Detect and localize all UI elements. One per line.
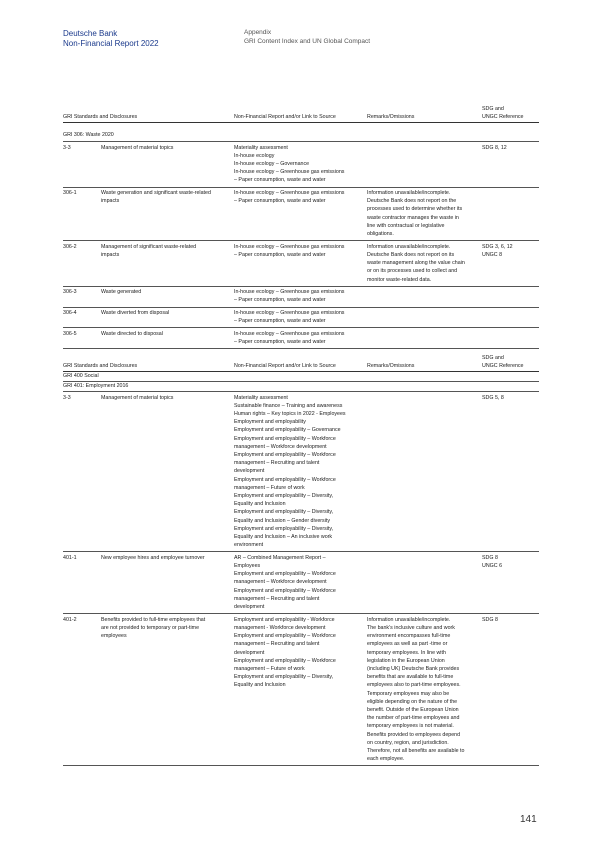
source-cell: In-house ecology – Greenhouse gas emissions – Paper consumption, waste and water xyxy=(234,310,345,325)
group-title: GRI 400 Social xyxy=(63,373,99,379)
disclosure-code: 306-5 xyxy=(63,330,77,337)
col-remarks: Remarks/Omissions xyxy=(367,113,415,120)
disclosure-code: 401-1 xyxy=(63,554,77,561)
remarks-cell: Information unavailable/incomplete. Deutsche Bank does not report on the processes used to determine whether its waste contractor manages the waste in line with contractual or legislative obligations. xyxy=(367,190,463,238)
remarks-cell: Information unavailable/incomplete. The bank’s inclusive culture and work environment encompasses full-time employees as well as part -time or temporary employees. In line with legislation in the European Union (including UK) Deutsche Bank provides benefits that are available to full-time employees also to part-time employees. Temporary employees may also be eligible depending on the nature of the benefit. Outside of the European Union the number of part-time employees and temporary employees is not material. Benefits provided to employees depend on country, region, and jurisdiction. Therefore, not all benefits are available to each employee. xyxy=(367,616,465,763)
section-row xyxy=(63,131,539,142)
gri-table-employment xyxy=(63,353,539,766)
source-cell: Materiality assessment Sustainable finance – Training and awareness Human rights – Key topics in 2022 - Employees Employment and employability Employment and employability – Governance Employment and employability – Workforce management – Workforce development Employment and employability – Workforce management – Recruiting and talent development Employment and employability – Workforce management – Future of work Employment and employability – Diversity, Equality and Inclusion Employment and employability – Diversity, Equality and Inclusion – Gender diversity Employment and employability – Diversity, Equality and Inclusion – An inclusive work environment xyxy=(234,394,346,549)
disclosure-title: New employee hires and employee turnover xyxy=(101,554,205,561)
source-cell: Materiality assessment In-house ecology In-house ecology – Governance In-house ecology – Greenhouse gas emissions – Paper consumption, waste and water xyxy=(234,144,345,184)
disclosure-title: Management of significant waste-related impacts xyxy=(101,243,197,258)
gri-table-waste xyxy=(63,104,539,349)
table-row xyxy=(63,554,539,614)
disclosure-title: Benefits provided to full-time employees that are not provided to temporary or part-time employees xyxy=(101,616,206,640)
page-number: 141 xyxy=(520,814,537,825)
report-header xyxy=(63,29,159,49)
table-row xyxy=(63,144,539,188)
col-sdg: SDG and UNGC Reference xyxy=(482,105,524,120)
group-row xyxy=(63,372,539,382)
table-header-row xyxy=(63,353,539,372)
disclosure-code: 306-4 xyxy=(63,310,77,317)
section-title: GRI 306: Waste 2020 xyxy=(63,132,114,138)
table-row xyxy=(63,189,539,241)
disclosure-code: 401-2 xyxy=(63,616,77,623)
disclosure-title: Waste generation and significant waste-related impacts xyxy=(101,190,211,205)
subsection-name: GRI Content Index and UN Global Compact xyxy=(244,37,371,45)
sdg-cell: SDG 8, 12 xyxy=(482,144,507,151)
section-name: Appendix xyxy=(244,29,272,36)
disclosure-title: Management of material topics xyxy=(101,394,174,401)
table-row xyxy=(63,288,539,307)
disclosure-code: 306-3 xyxy=(63,289,77,296)
report-title: Non-Financial Report 2022 xyxy=(63,39,159,48)
source-cell: In-house ecology – Greenhouse gas emissions – Paper consumption, waste and water xyxy=(234,330,345,346)
col-standards: GRI Standards and Disclosures xyxy=(63,362,138,369)
table-header-row xyxy=(63,104,539,123)
table-row xyxy=(63,394,539,553)
section-title: GRI 401: Employment 2016 xyxy=(63,383,129,389)
table-row xyxy=(63,243,539,287)
section-row xyxy=(63,382,539,392)
source-cell: Employment and employability - Workforce management - Workforce development Employment and employability – Workforce management – Recruiting and talent development Employment and employability – Workforce management – Future of work Employment and employability – Diversity, Equality and Inclusion xyxy=(234,616,336,689)
source-cell: In-house ecology – Greenhouse gas emissions – Paper consumption, waste and water xyxy=(234,243,345,258)
col-source: Non-Financial Report and/or Link to Source xyxy=(234,362,336,369)
table-row xyxy=(63,309,539,328)
disclosure-title: Management of material topics xyxy=(101,144,174,151)
disclosure-code: 3-3 xyxy=(63,394,71,401)
disclosure-title: Waste directed to disposal xyxy=(101,330,163,337)
disclosure-title: Waste diverted from disposal xyxy=(101,310,170,317)
col-source: Non-Financial Report and/or Link to Source xyxy=(234,113,336,120)
section-header xyxy=(244,29,370,46)
table-row xyxy=(63,616,539,767)
col-sdg: SDG and UNGC Reference xyxy=(482,354,524,369)
source-cell: AR – Combined Management Report – Employees Employment and employability – Workforce management – Workforce development Employment and employability – Workforce management – Recruiting and talent development xyxy=(234,554,336,611)
col-standards: GRI Standards and Disclosures xyxy=(63,113,138,120)
remarks-cell: Information unavailable/incomplete. Deutsche Bank does not report on its waste management along the value chain or on its processes used to collect and monitor waste-related data. xyxy=(367,243,465,283)
col-remarks: Remarks/Omissions xyxy=(367,362,415,369)
disclosure-title: Waste generated xyxy=(101,289,142,296)
disclosure-code: 306-2 xyxy=(63,243,77,250)
disclosure-code: 306-1 xyxy=(63,190,77,196)
sdg-cell: SDG 3, 6, 12 UNGC 8 xyxy=(482,243,513,258)
source-cell: In-house ecology – Greenhouse gas emissions – Paper consumption, waste and water xyxy=(234,289,345,304)
disclosure-code: 3-3 xyxy=(63,144,71,151)
sdg-cell: SDG 5, 8 xyxy=(482,394,504,401)
sdg-cell: SDG 8 UNGC 6 xyxy=(482,554,503,569)
source-cell: In-house ecology – Greenhouse gas emissions – Paper consumption, waste and water xyxy=(234,190,345,205)
sdg-cell: SDG 8 xyxy=(482,616,498,623)
company-name: Deutsche Bank xyxy=(63,29,118,38)
table-row xyxy=(63,330,539,349)
